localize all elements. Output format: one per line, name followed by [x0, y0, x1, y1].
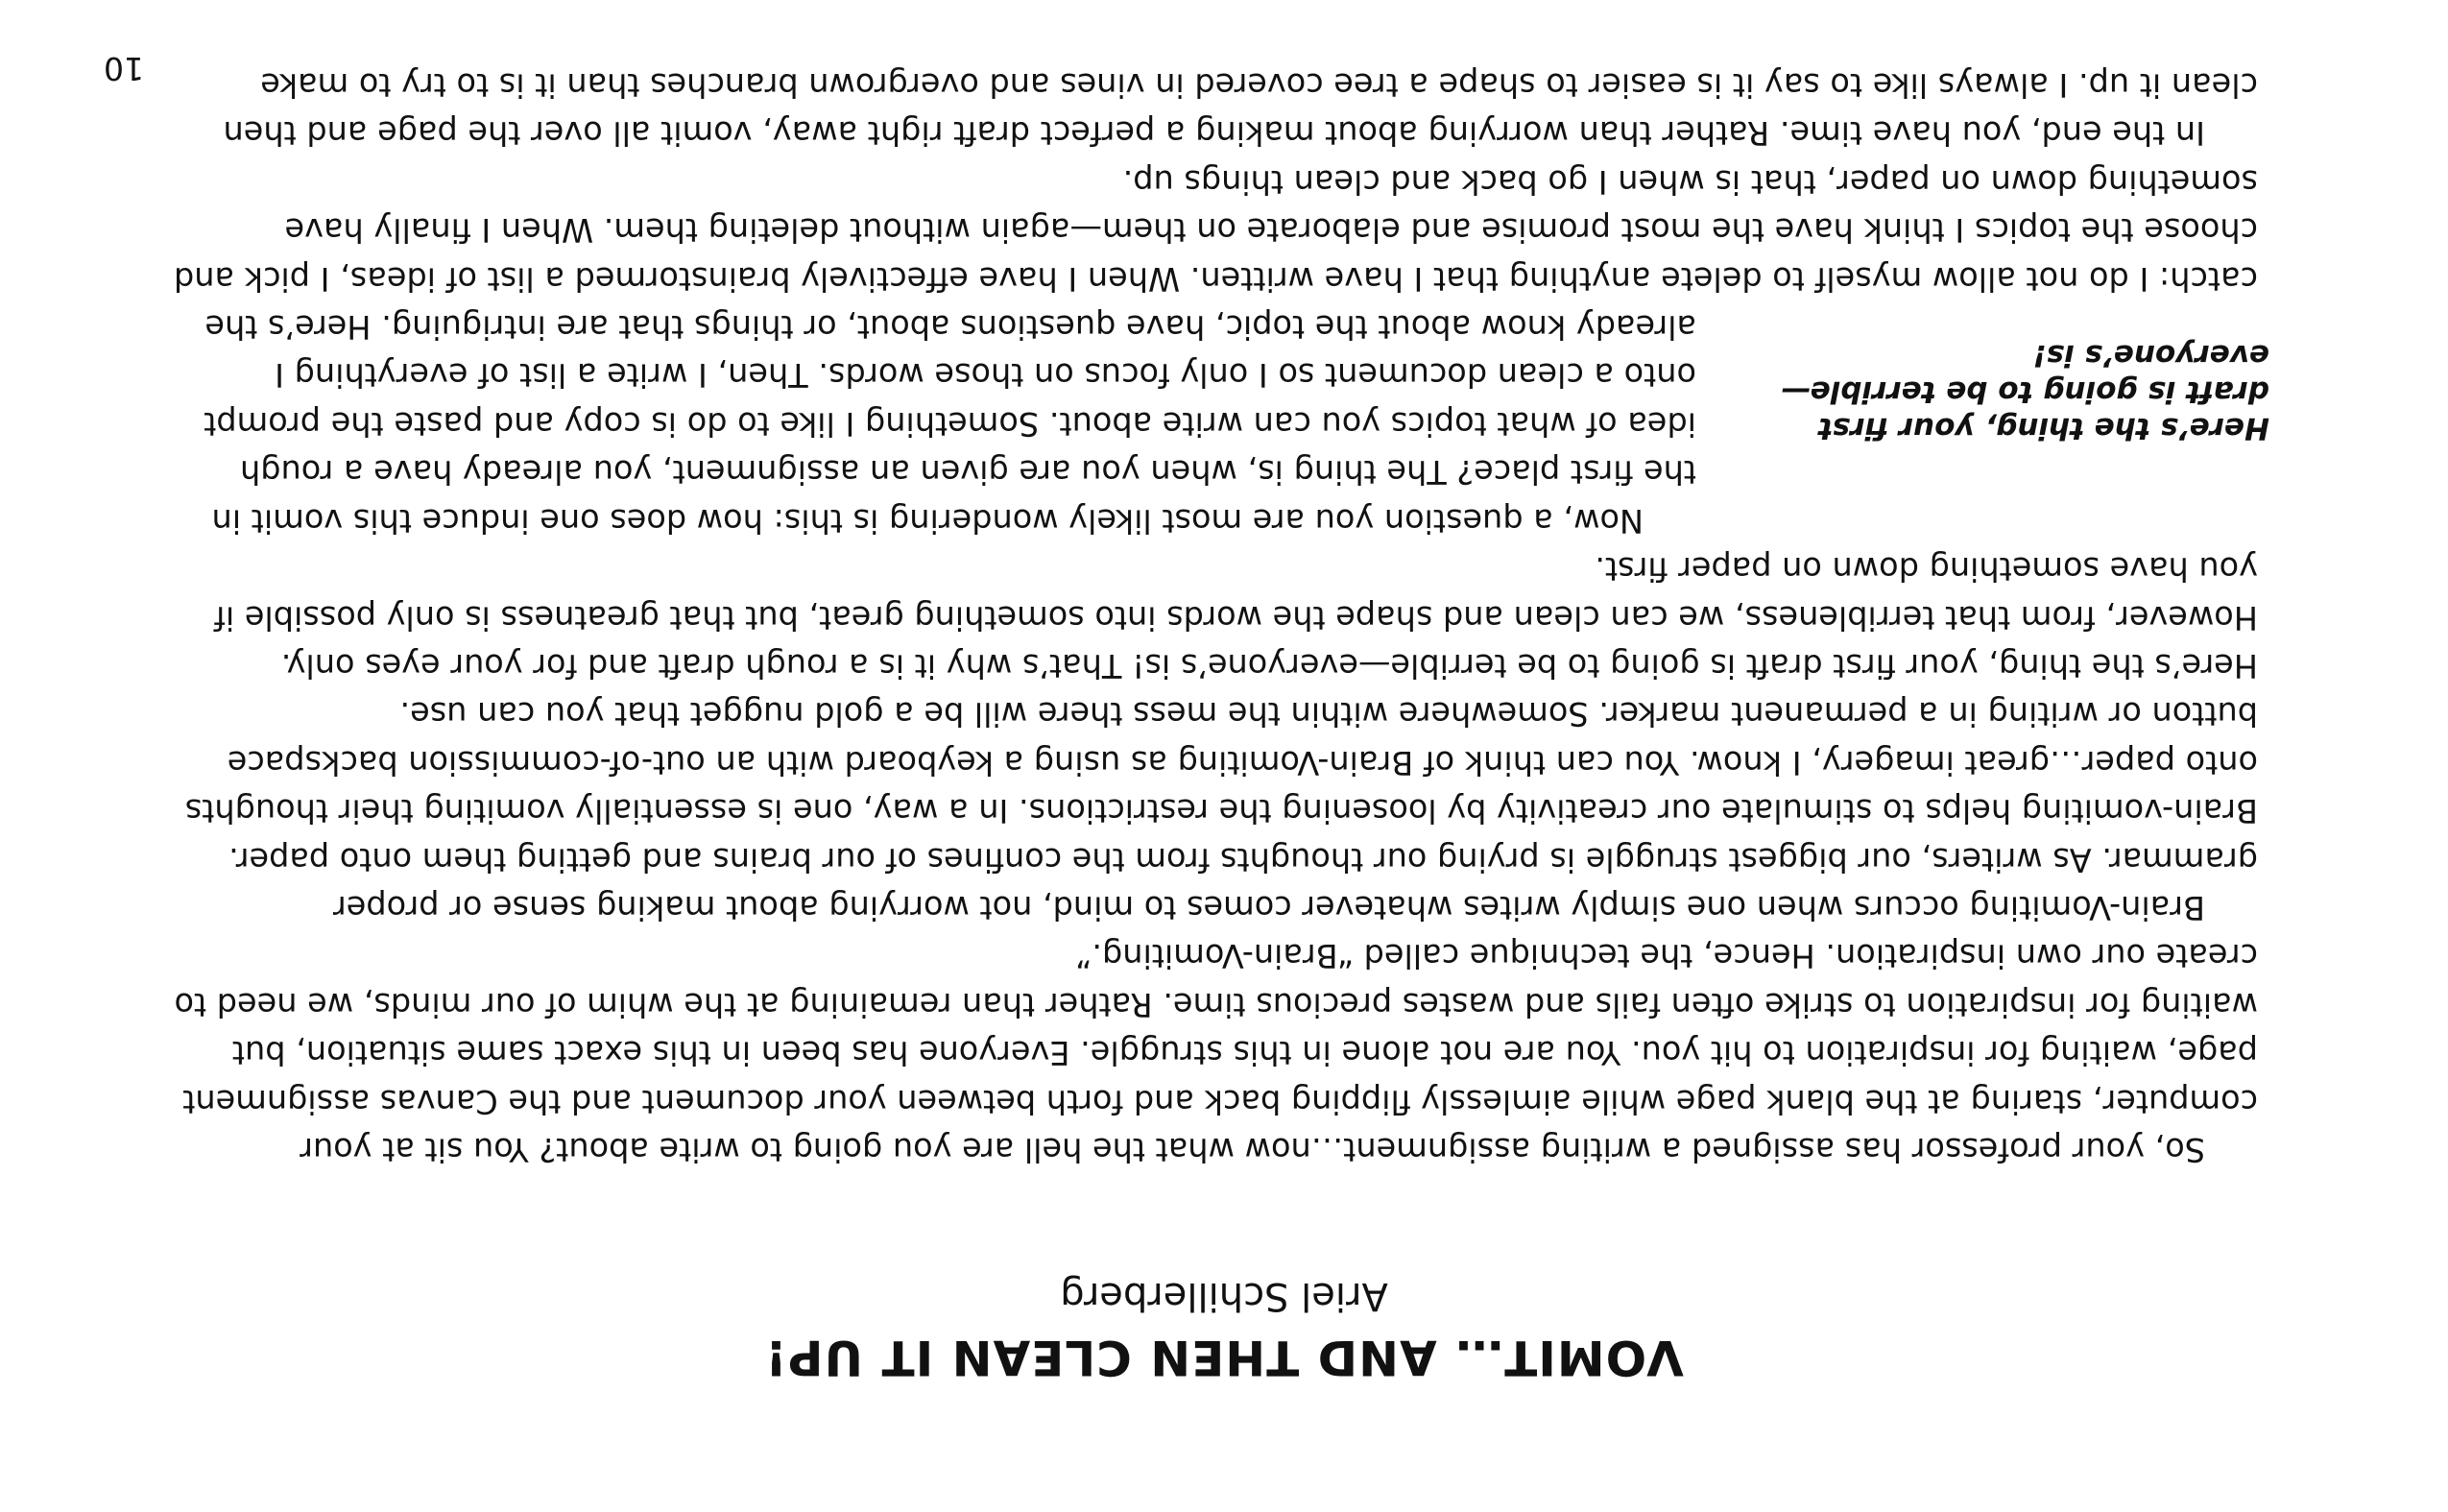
- paragraph: Now, a question you are most likely wondering is this: how does one induce this vomit in the first place? The thing is, when you are given an assignment, you already have a rough idea of what topics you can write about. Something I like to do is copy and paste the prompt onto a clean document so I only focus on those words. Then, I write a list of everything I already know about the topic, have questions about, or things that are intriguing. Here’s the catch: I do not allow myself to delete anything that I have written. When I have effectively brainstormed a list of ideas, I pick and choose the topics I think have the most promise and elaborate on them—again without deleting them. When I finally have something down on paper, that is when I go back and clean things up.: [173, 162, 2258, 540]
- article-title: VOMIT… AND THEN CLEAN IT UP!: [764, 1330, 1684, 1385]
- pull-quote: Here’s the thing, your first draft is going to be terrible—everyone’s is!: [1780, 337, 2269, 445]
- paragraph: Here’s the thing, your first draft is going to be terrible—everyone’s is! That’s why it is a rough draft and for your eyes only. However, from that terribleness, we can clean and shape the words into something great, but that greatness is only possible if you have something down on paper first.: [214, 550, 2258, 684]
- page-number: 10: [104, 50, 144, 87]
- article-body: [170, 60, 2269, 1173]
- paragraph: In the end, you have time. Rather than worrying about making a perfect draft right away, vomit all over the page and then clean it up. I always like to say it is easier to shape a tree covered in vines and overgrown branches than it is to try to make: [223, 66, 2258, 153]
- paragraph: So, your professor has assigned a writing assignment…now what the hell are you going to write about? You sit at your computer, staring at the blank page while aimlessly flipping back and forth between your document and the Canvas assignment page, waiting for inspiration to hit you. You are not alone in this struggle. Everyone has been in this exact same situation, but waiting for inspiration to strike often fails and wastes precious time. Rather than remaining at the whim of our minds, we need to create our own inspiration. Hence, the technique called “Brain-Vomiting.”: [174, 937, 2258, 1168]
- author-byline: Ariel Schillerberg: [1060, 1274, 1388, 1318]
- paragraph: Brain-Vomiting occurs when one simply writes whatever comes to mind, not worrying about making sense or proper grammar. As writers, our biggest struggle is prying our thoughts from the confines of our brains and getting them onto paper. Brain-vomiting helps to stimulate our creativity by loosening the restrictions. In a way, one is essentially vomiting their thoughts onto paper…great imagery, I know. You can think of Brain-Vomiting as using a keyboard with an out-of-commission backspace button or writing in a permanent marker. Somewhere within the mess there will be a gold nugget that you can use.: [184, 695, 2258, 926]
